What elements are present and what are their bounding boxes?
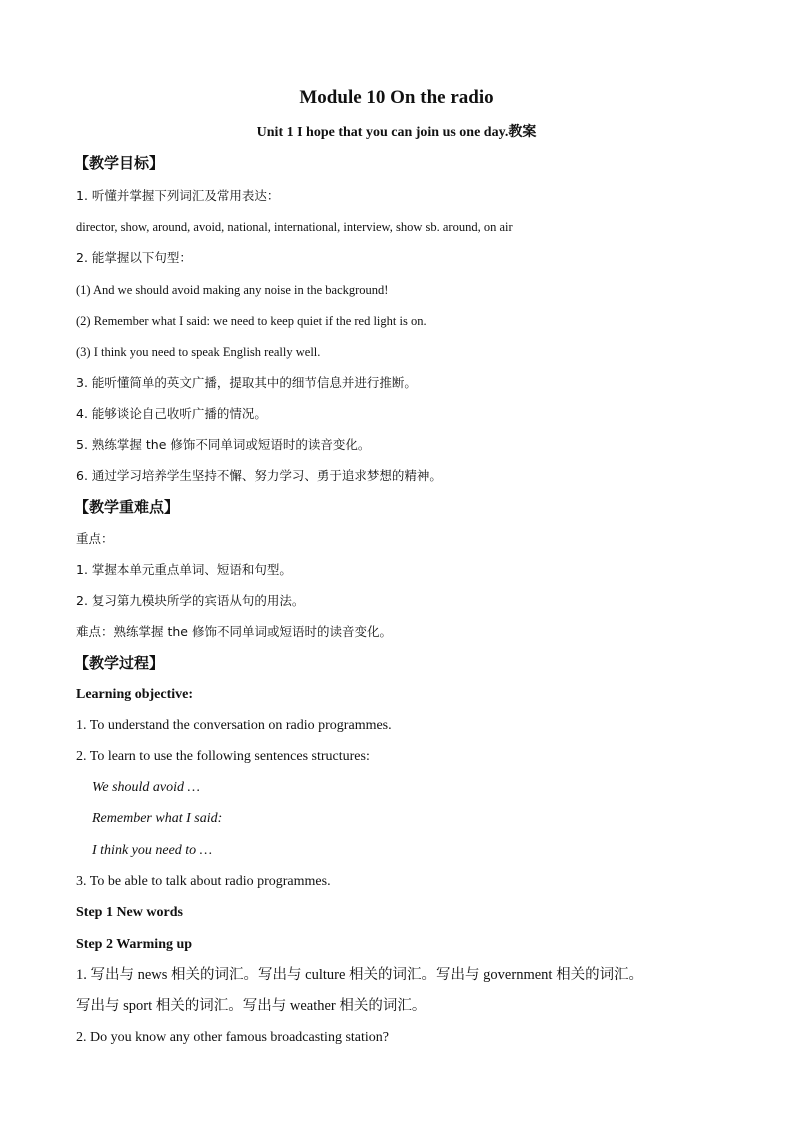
difficult-point: 难点：熟练掌握 the 修饰不同单词或短语时的读音变化。: [76, 624, 392, 639]
vocabulary-list: director, show, around, avoid, national, international, interview, show sb. around, on air: [76, 220, 513, 234]
section-heading-objectives: 【教学目标】: [74, 154, 165, 172]
step-1-heading: Step 1 New words: [76, 905, 183, 920]
warming-up-1-line-1: 1. 写出与 news 相关的词汇。写出与 culture 相关的词汇。写出与 government 相关的词汇。: [76, 967, 644, 983]
objective-4: 4. 能够谈论自己收听广播的情况。: [76, 406, 267, 421]
objective-2: 2. 能掌握以下句型：: [76, 250, 192, 265]
learning-objective-heading: Learning objective:: [76, 687, 194, 702]
page-title: Module 10 On the radio: [299, 87, 494, 108]
objective-1: 1. 听懂并掌握下列词汇及常用表达：: [76, 188, 280, 203]
section-heading-key-points: 【教学重难点】: [74, 498, 180, 516]
objective-3: 3. 能听懂简单的英文广播，提取其中的细节信息并进行推断。: [76, 375, 417, 390]
key-points-label: 重点：: [76, 531, 114, 546]
learning-objective-3: 3. To be able to talk about radio programmes.: [76, 874, 331, 889]
sentence-pattern-2: Remember what I said:: [92, 811, 223, 826]
sentence-pattern-1: We should avoid …: [92, 780, 200, 795]
section-heading-process: 【教学过程】: [74, 654, 165, 672]
objective-6: 6. 通过学习培养学生坚持不懈、努力学习、勇于追求梦想的精神。: [76, 468, 442, 483]
learning-objective-1: 1. To understand the conversation on radio programmes.: [76, 718, 392, 733]
objective-5: 5. 熟练掌握 the 修饰不同单词或短语时的读音变化。: [76, 437, 371, 452]
sentence-3: (3) I think you need to speak English really well.: [76, 345, 321, 359]
learning-objective-2: 2. To learn to use the following sentences structures:: [76, 749, 370, 764]
page-subtitle: Unit 1 I hope that you can join us one day.教案: [256, 125, 537, 140]
sentence-2: (2) Remember what I said: we need to keep quiet if the red light is on.: [76, 314, 427, 328]
step-2-heading: Step 2 Warming up: [76, 937, 193, 952]
warming-up-1-line-2: 写出与 sport 相关的词汇。写出与 weather 相关的词汇。: [76, 998, 427, 1014]
warming-up-2: 2. Do you know any other famous broadcasting station?: [76, 1030, 389, 1045]
sentence-pattern-3: I think you need to …: [92, 843, 213, 858]
sentence-1: (1) And we should avoid making any noise in the background!: [76, 283, 389, 297]
key-point-2: 2. 复习第九模块所学的宾语从句的用法。: [76, 593, 305, 608]
key-point-1: 1. 掌握本单元重点单词、短语和句型。: [76, 562, 292, 577]
